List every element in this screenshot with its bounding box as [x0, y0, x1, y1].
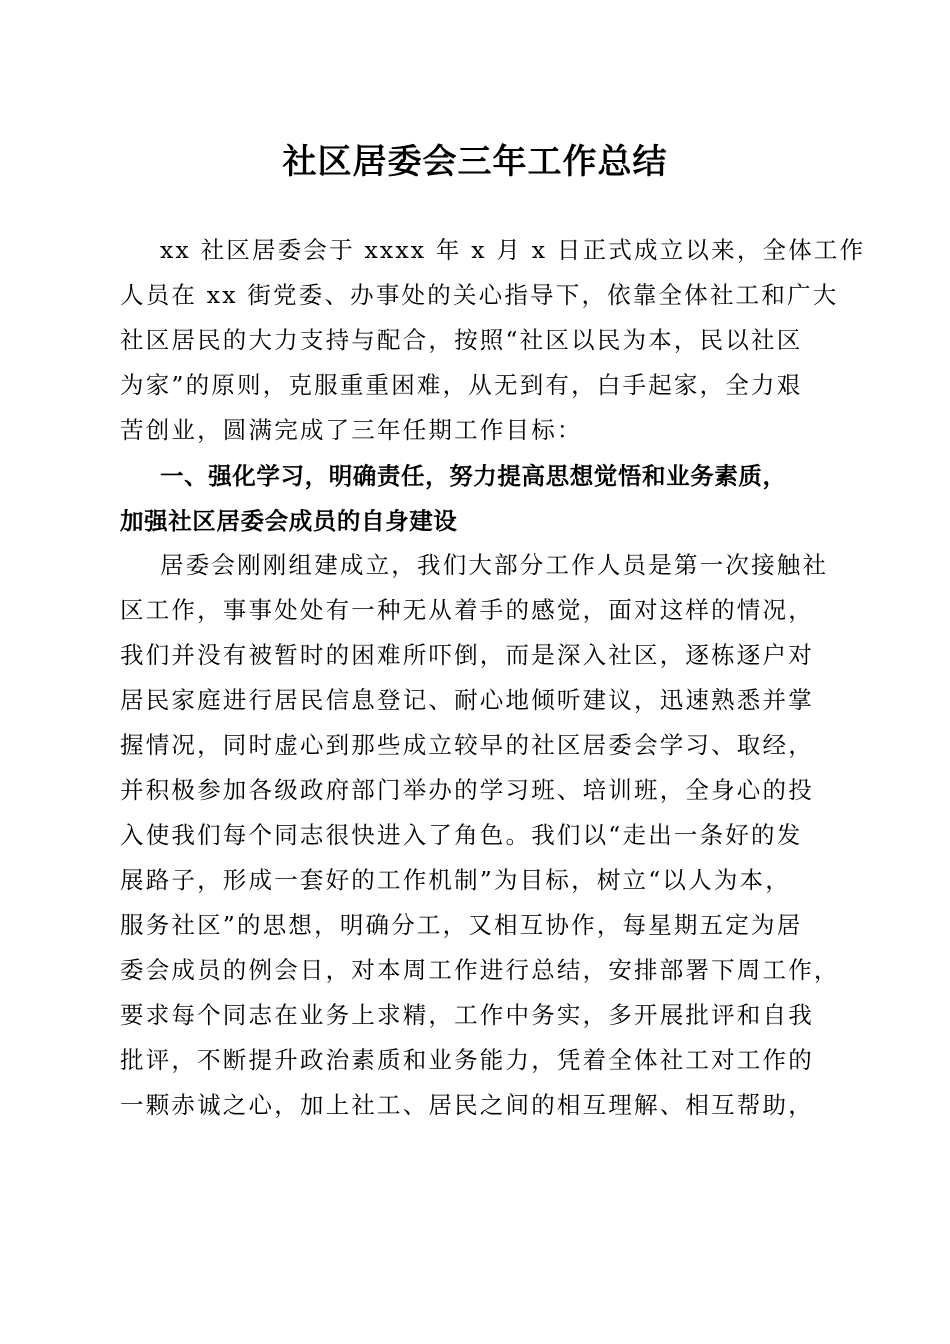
text-line: 展路子，形成一套好的工作机制”为目标，树立“以人为本， [120, 866, 791, 894]
text-line: 苦创业，圆满完成了三年任期工作目标： [120, 416, 583, 444]
text-line: 为家”的原则，克服重重困难，从无到有，白手起家，全力艰 [120, 371, 803, 399]
text-line: 居委会刚刚组建成立，我们大部分工作人员是第一次接触社 [160, 551, 829, 579]
text-line: xx 社区居委会于 xxxx 年 x 月 x 日正式成立以来，全体工作 [160, 236, 866, 264]
section-heading [120, 454, 832, 544]
text-line: 我们并没有被暂时的困难所吓倒，而是深入社区，逐栋逐户对 [120, 641, 814, 669]
text-line: 委会成员的例会日，对本周工作进行总结，安排部署下周工作， [120, 956, 840, 984]
text-line: 服务社区”的思想，明确分工，又相互协作，每星期五定为居 [120, 911, 803, 939]
text-line: 要求每个同志在业务上求精，工作中务实，多开展批评和自我 [120, 1001, 814, 1029]
heading-line: 一、强化学习，明确责任，努力提高思想觉悟和业务素质， [160, 462, 787, 490]
text-line: 入使我们每个同志很快进入了角色。我们以“走出一条好的发 [120, 821, 803, 849]
text-line: 批评，不断提升政治素质和业务能力，凭着全体社工对工作的 [120, 1046, 814, 1074]
text-line: 一颗赤诚之心，加上社工、居民之间的相互理解、相互帮助， [120, 1091, 814, 1119]
page-title: 社区居委会三年工作总结 [282, 142, 668, 182]
section-paragraph [120, 543, 840, 1128]
text-line: 人员在 xx 街党委、办事处的关心指导下，依靠全体社工和广大 [120, 281, 839, 309]
text-line: 社区居民的大力支持与配合，按照“社区以民为本，民以社区 [120, 326, 803, 354]
text-line: 居民家庭进行居民信息登记、耐心地倾听建议，迅速熟悉并掌 [120, 686, 814, 714]
heading-line: 加强社区居委会成员的自身建设 [120, 507, 458, 535]
text-line: 握情况，同时虚心到那些成立较早的社区居委会学习、取经， [120, 731, 814, 759]
text-line: 并积极参加各级政府部门举办的学习班、培训班，全身心的投 [120, 776, 814, 804]
text-line: 区工作，事事处处有一种无从着手的感觉，面对这样的情况， [120, 596, 814, 624]
intro-paragraph [120, 228, 866, 453]
